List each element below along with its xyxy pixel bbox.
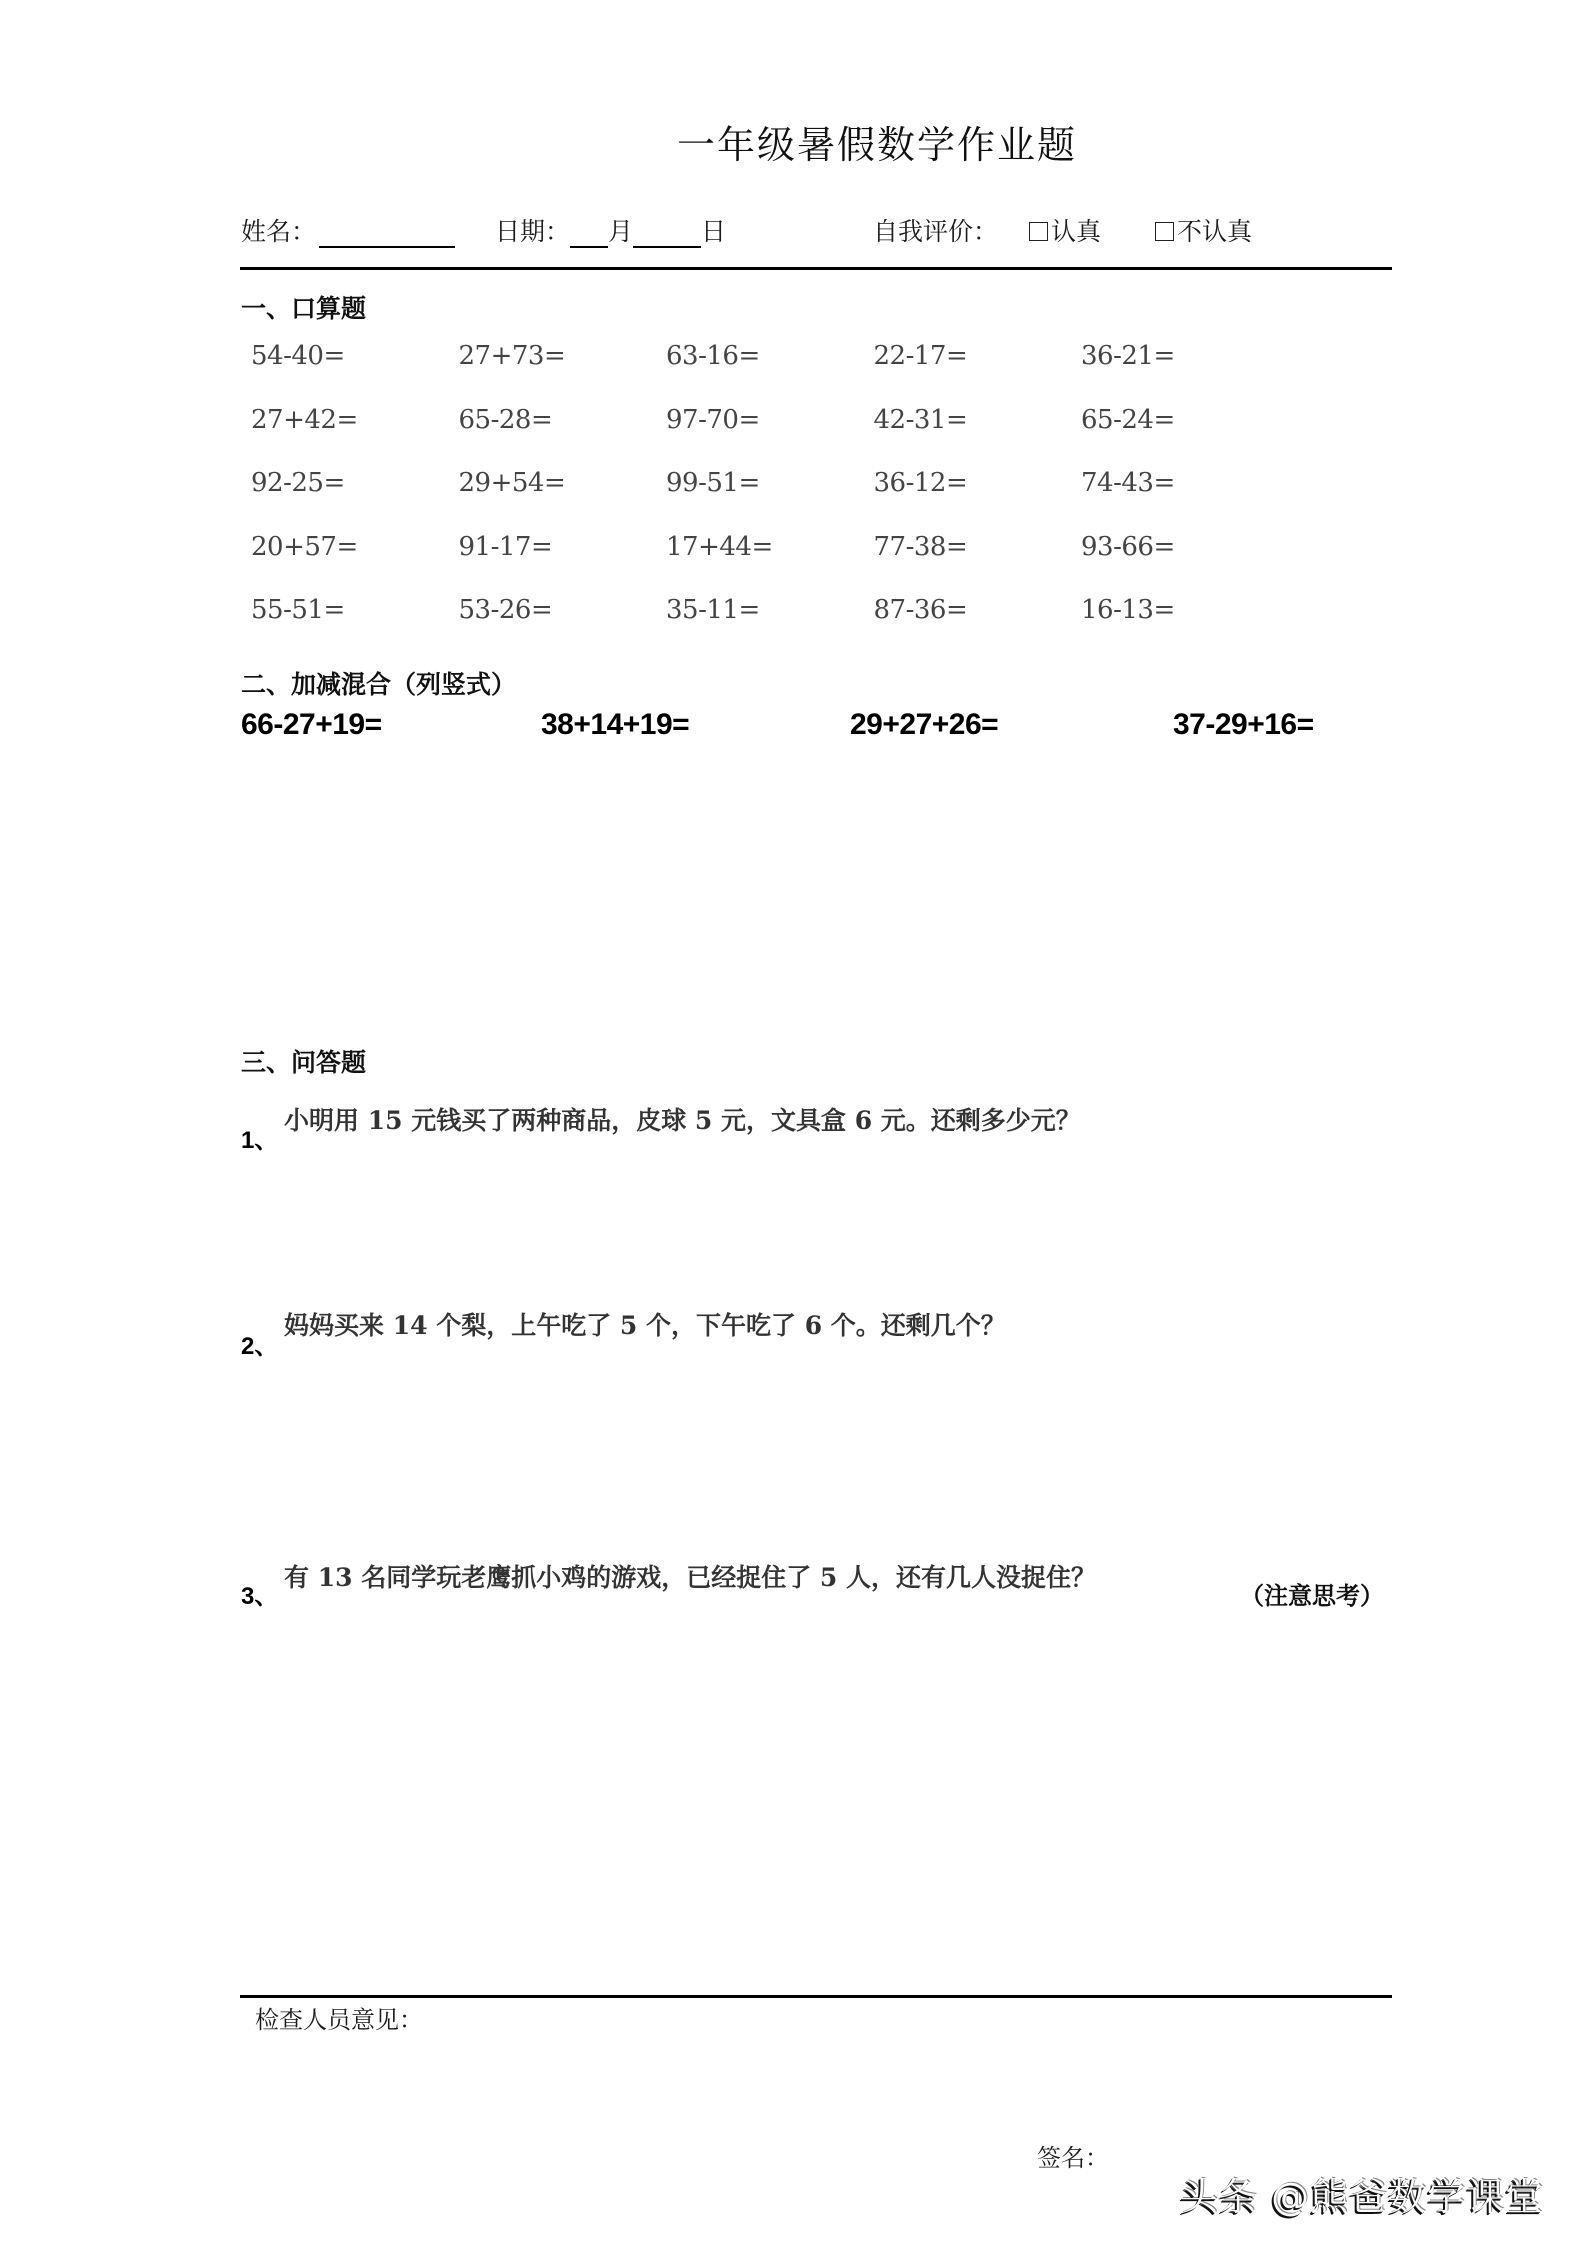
footer-divider xyxy=(240,1995,1392,1998)
oral-problem: 99-51= xyxy=(666,468,760,498)
oral-calculation-grid xyxy=(251,341,1311,659)
question-number: 2、 xyxy=(241,1333,279,1360)
month-label: 月 xyxy=(608,217,634,246)
section-heading-word-problems: 三、问答题 xyxy=(241,1048,367,1077)
watermark: 头条 @熊爸数学课堂 xyxy=(1180,2175,1545,2219)
mixed-problem: 29+27+26= xyxy=(850,708,999,741)
document-title: 一年级暑假数学作业题 xyxy=(677,123,1078,167)
oral-problem: 54-40= xyxy=(251,341,345,371)
question-text: 妈妈买来 14 个梨，上午吃了 5 个，下午吃了 6 个。还剩几个？ xyxy=(284,1311,1006,1340)
oral-problem: 36-21= xyxy=(1081,341,1175,371)
self-eval-option-not-serious[interactable] xyxy=(1155,212,1252,248)
option-label: 认真 xyxy=(1051,217,1102,246)
reviewer-comments-label: 检查人员意见： xyxy=(255,2006,423,2034)
mixed-problem: 37-29+16= xyxy=(1173,708,1314,741)
question-text: 有 13 名同学玩老鹰抓小鸡的游戏，已经捉住了 5 人，还有几人没捉住？ xyxy=(284,1563,1097,1592)
self-evaluation xyxy=(873,212,998,248)
question-number: 3、 xyxy=(241,1583,279,1610)
oral-row xyxy=(251,595,1311,659)
name-field xyxy=(241,212,455,248)
oral-problem: 87-36= xyxy=(873,595,968,625)
oral-problem: 42-31= xyxy=(873,404,968,435)
oral-problem: 36-12= xyxy=(873,468,968,498)
oral-problem: 93-66= xyxy=(1081,531,1175,562)
oral-problem: 65-28= xyxy=(458,404,553,435)
name-blank[interactable] xyxy=(319,220,455,248)
month-blank[interactable] xyxy=(570,220,608,248)
mixed-problem: 38+14+19= xyxy=(541,708,690,741)
oral-problem: 55-51= xyxy=(251,595,345,625)
question-text: 小明用 15 元钱买了两种商品，皮球 5 元，文具盒 6 元。还剩多少元？ xyxy=(284,1106,1081,1135)
oral-problem: 29+54= xyxy=(458,468,566,498)
oral-problem: 35-11= xyxy=(666,595,760,625)
section-heading-mixed: 二、加减混合（列竖式） xyxy=(241,670,517,699)
oral-problem: 92-25= xyxy=(251,468,345,498)
mixed-problem: 66-27+19= xyxy=(241,708,382,741)
oral-problem: 27+42= xyxy=(251,404,358,435)
mixed-operations-row xyxy=(0,708,1587,748)
section-heading-oral: 一、口算题 xyxy=(241,294,367,323)
checkbox-icon[interactable] xyxy=(1029,222,1048,241)
question-number: 1、 xyxy=(241,1127,279,1154)
date-field xyxy=(495,212,726,248)
oral-problem: 77-38= xyxy=(873,531,968,562)
oral-problem: 53-26= xyxy=(458,595,553,625)
date-label: 日期： xyxy=(495,217,571,246)
oral-problem: 63-16= xyxy=(666,341,760,371)
self-eval-option-serious[interactable] xyxy=(1029,212,1101,248)
oral-problem: 22-17= xyxy=(873,341,968,371)
day-label: 日 xyxy=(701,217,727,246)
oral-row xyxy=(251,532,1311,596)
checkbox-icon[interactable] xyxy=(1155,222,1174,241)
oral-problem: 16-13= xyxy=(1081,595,1175,625)
header-divider xyxy=(240,267,1392,270)
oral-problem: 91-17= xyxy=(458,531,553,562)
oral-problem: 74-43= xyxy=(1081,468,1175,498)
signature-label: 签名： xyxy=(1037,2144,1109,2172)
oral-problem: 97-70= xyxy=(666,404,760,435)
oral-problem: 17+44= xyxy=(666,531,773,562)
name-label: 姓名： xyxy=(241,217,317,246)
option-label: 不认真 xyxy=(1177,217,1253,246)
self-eval-label: 自我评价： xyxy=(873,217,999,246)
oral-row xyxy=(251,468,1311,532)
question-note: （注意思考） xyxy=(1240,1582,1384,1610)
oral-problem: 27+73= xyxy=(458,341,566,371)
oral-row xyxy=(251,405,1311,469)
day-blank[interactable] xyxy=(633,220,701,248)
oral-problem: 65-24= xyxy=(1081,404,1175,435)
oral-problem: 20+57= xyxy=(251,531,358,562)
oral-row xyxy=(251,341,1311,405)
